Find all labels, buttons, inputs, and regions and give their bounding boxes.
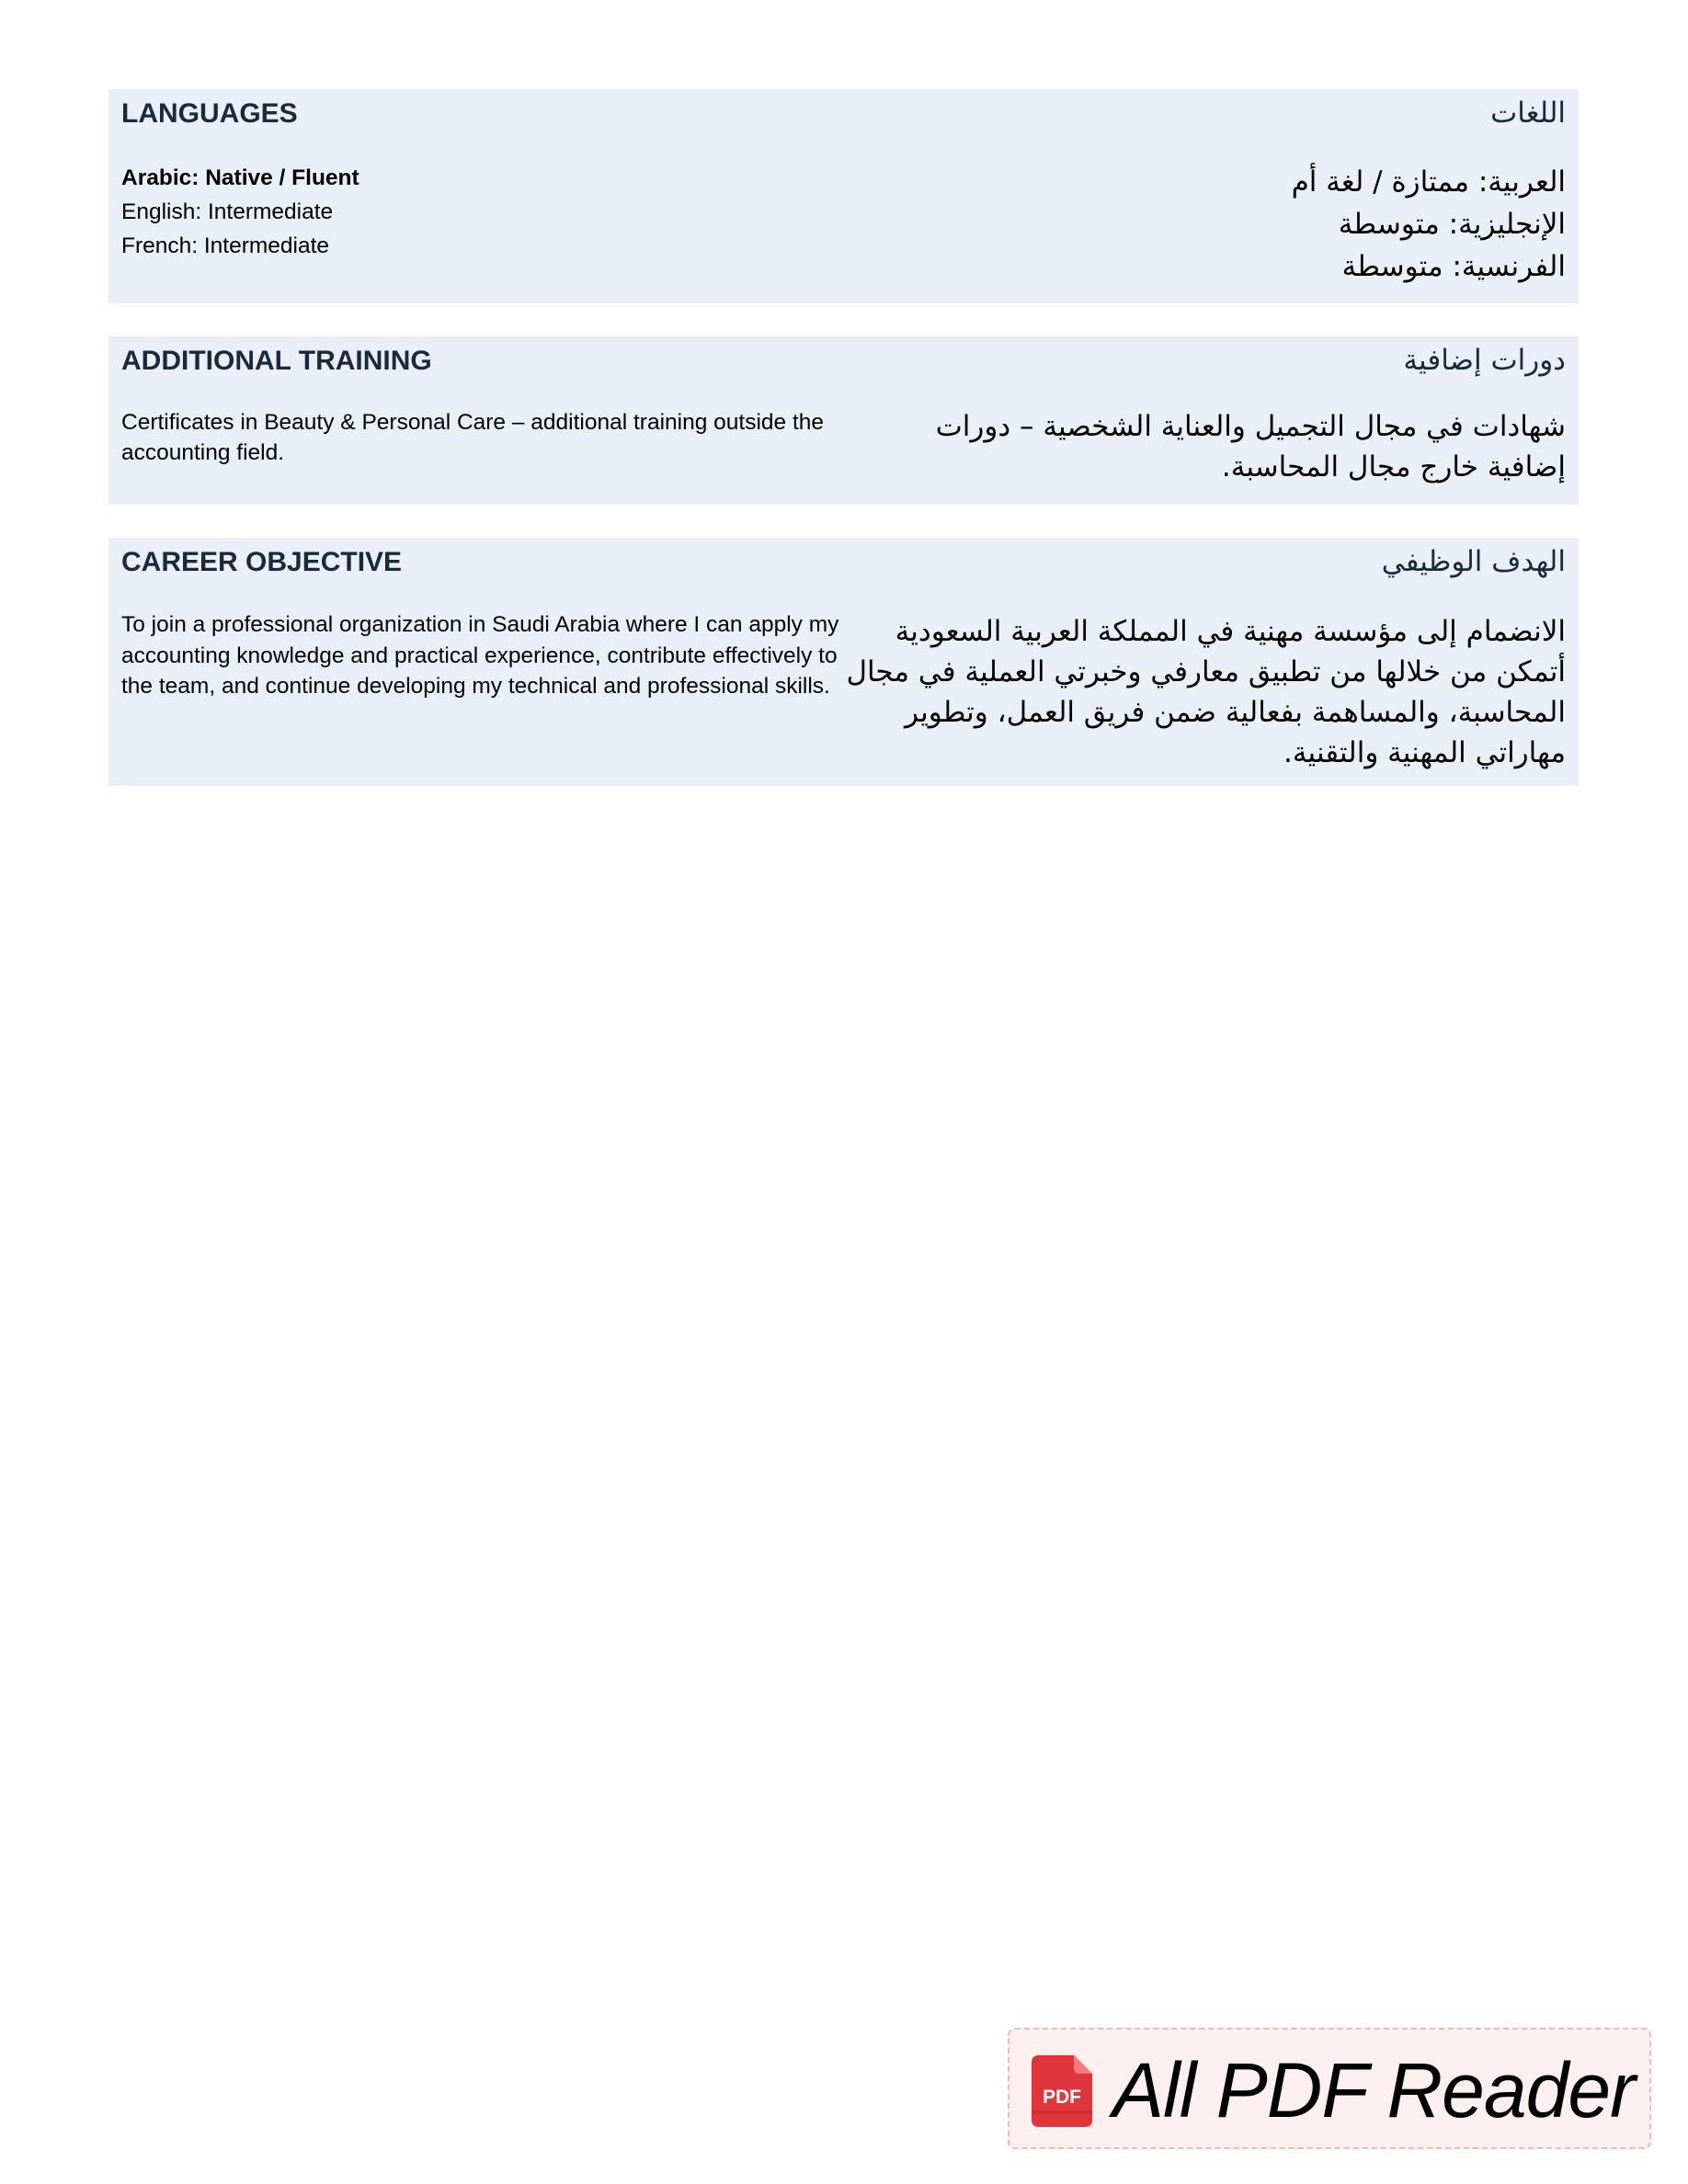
objective-text-ar: الانضمام إلى مؤسسة مهنية في المملكة العربية السعودية أتمكن من خلالها من تطبيق معارفي وخبرتي العملية في مجال المحاسبة، والمساهمة بفعالية ضمن فريق العمل، وتطوير مهاراتي المهنية والتقنية.: [846, 615, 1566, 769]
pdf-icon-label: PDF: [1043, 2087, 1081, 2108]
language-item-french-en: French: Intermediate: [121, 233, 330, 258]
objective-section: [108, 538, 1579, 786]
training-text-en: Certificates in Beauty & Personal Care – additional training outside the accounting field.: [121, 410, 825, 465]
language-item-arabic-ar: العربية: ممتازة / لغة أم: [1291, 165, 1566, 199]
pdf-file-icon: [1030, 2053, 1094, 2129]
objective-heading-en: CAREER OBJECTIVE: [121, 547, 403, 577]
language-item-english-en: English: Intermediate: [121, 199, 334, 224]
language-item-arabic-en: Arabic: Native / Fluent: [121, 165, 359, 190]
training-heading-en: ADDITIONAL TRAINING: [121, 346, 432, 376]
training-heading-ar: دورات إضافية: [1403, 344, 1566, 377]
languages-heading-ar: اللغات: [1490, 97, 1566, 130]
languages-section: [108, 89, 1579, 303]
training-section: [108, 336, 1579, 505]
language-item-french-ar: الفرنسية: متوسطة: [1341, 250, 1566, 283]
all-pdf-reader-watermark: [1008, 2028, 1651, 2149]
languages-list-ar: [1051, 161, 1566, 288]
watermark-text: All PDF Reader: [1112, 2047, 1636, 2133]
training-text-ar: شهادات في مجال التجميل والعناية الشخصية – دورات إضافية خارج مجال المحاسبة.: [935, 410, 1566, 483]
objective-text-en: To join a professional organization in Saudi Arabia where I can apply my accounting knowledge and practical experience, contribute effectively to the team, and continue developing my technical and professional skills.: [121, 612, 839, 699]
languages-heading-en: LANGUAGES: [121, 98, 298, 129]
language-item-english-ar: الإنجليزية: متوسطة: [1338, 208, 1566, 241]
objective-heading-ar: الهدف الوظيفي: [1381, 545, 1566, 578]
languages-list-en: [121, 161, 636, 263]
